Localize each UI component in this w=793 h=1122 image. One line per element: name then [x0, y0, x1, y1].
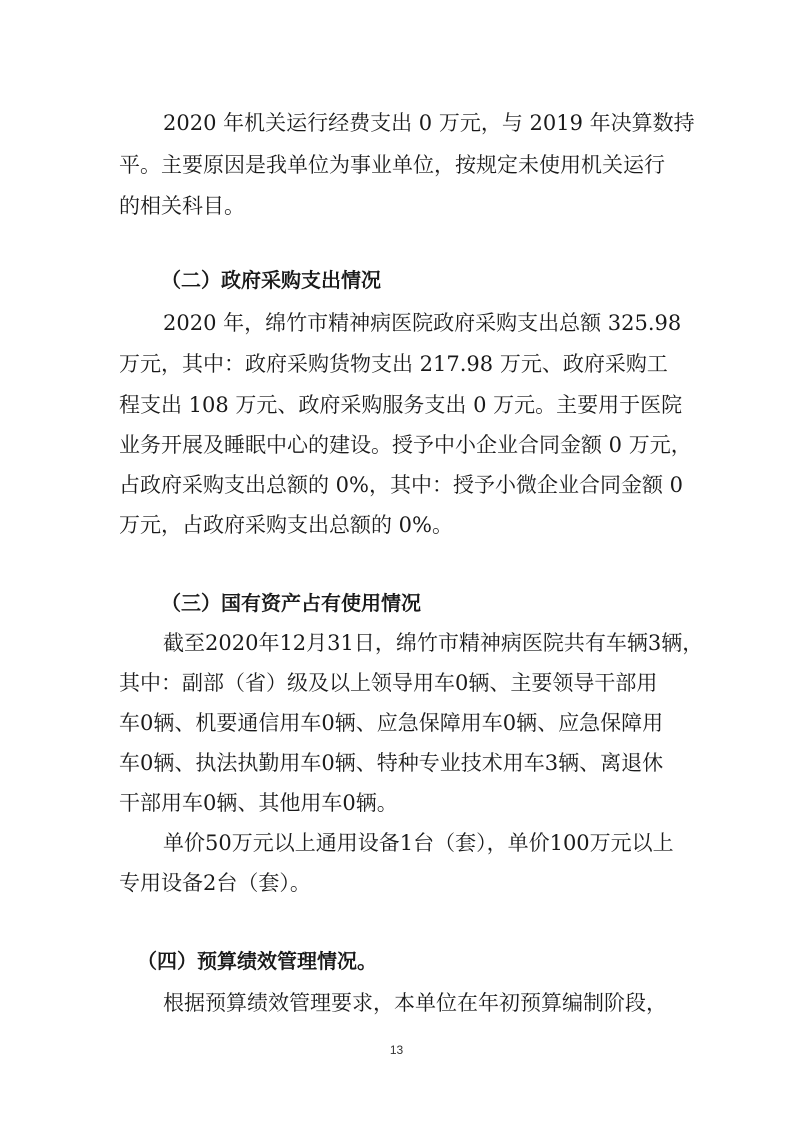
paragraph-line: 万元，其中：政府采购货物支出 217.98 万元、政府采购工 — [119, 352, 668, 376]
section-heading-procurement: （二）政府采购支出情况 — [161, 268, 381, 292]
paragraph-line: 平。主要原因是我单位为事业单位，按规定未使用机关运行 — [119, 153, 665, 177]
paragraph-line: 的相关科目。 — [119, 194, 245, 218]
paragraph-line: 其中：副部（省）级及以上领导用车0辆、主要领导干部用 — [119, 671, 658, 695]
paragraph-line: 截至2020年12月31日，绵竹市精神病医院共有车辆3辆， — [163, 631, 704, 655]
paragraph-line: 万元，占政府采购支出总额的 0%。 — [119, 513, 453, 537]
paragraph-line: 2020 年，绵竹市精神病医院政府采购支出总额 325.98 — [163, 311, 682, 335]
paragraph-line: 车0辆、机要通信用车0辆、应急保障用车0辆、应急保障用 — [119, 711, 664, 735]
paragraph-line: 单价50万元以上通用设备1台（套），单价100万元以上 — [163, 831, 674, 855]
paragraph-line: 根据预算绩效管理要求，本单位在年初预算编制阶段， — [163, 991, 667, 1015]
paragraph-line: 专用设备2台（套）。 — [119, 871, 311, 895]
paragraph-line: 业务开展及睡眠中心的建设。授予中小企业合同金额 0 万元， — [119, 433, 692, 457]
paragraph-line: 干部用车0辆、其他用车0辆。 — [119, 791, 398, 815]
page-number: 13 — [389, 1043, 404, 1057]
paragraph-line: 车0辆、执法执勤用车0辆、特种专业技术用车3辆、离退休 — [119, 751, 664, 775]
section-heading-performance: （四）预算绩效管理情况。 — [137, 949, 377, 973]
paragraph-line: 占政府采购支出总额的 0%，其中：授予小微企业合同金额 0 — [119, 473, 684, 497]
paragraph-line: 程支出 108 万元、政府采购服务支出 0 万元。主要用于医院 — [119, 393, 683, 417]
section-heading-state-assets: （三）国有资产占有使用情况 — [161, 591, 421, 615]
paragraph-line: 2020 年机关运行经费支出 0 万元，与 2019 年决算数持 — [163, 111, 695, 135]
